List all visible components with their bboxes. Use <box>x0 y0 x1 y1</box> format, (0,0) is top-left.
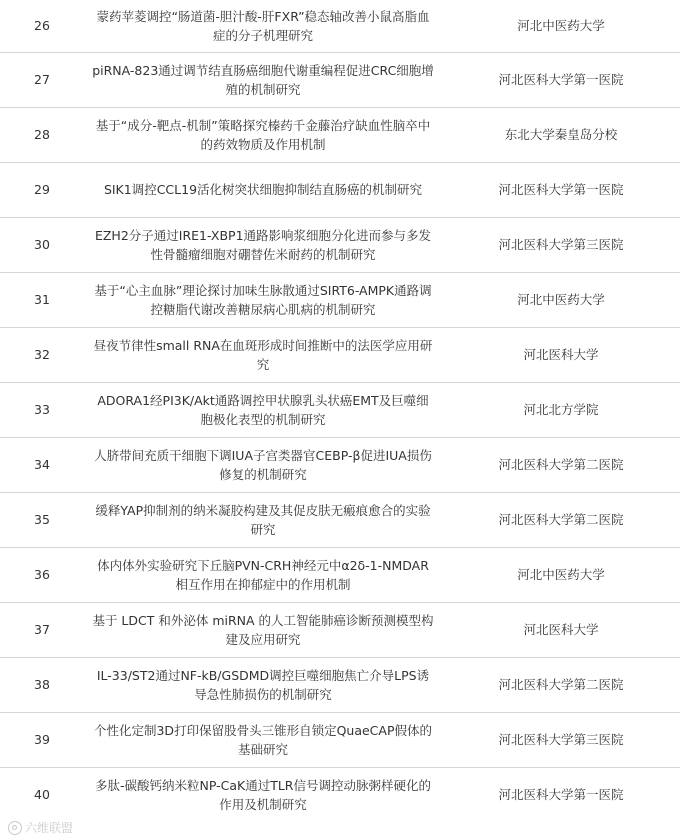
table-row <box>0 602 680 657</box>
table-row <box>0 0 680 52</box>
institution-name: 河北医科大学第三医院 <box>442 712 680 767</box>
watermark <box>8 819 73 836</box>
institution-name: 东北大学秦皇岛分校 <box>442 107 680 162</box>
table-row <box>0 107 680 162</box>
project-title: 蒙药苹菱调控“肠道菌-胆汁酸-肝FXR”稳态轴改善小鼠高脂血症的分子机理研究 <box>96 8 430 43</box>
project-title: 基于“心主血脉”理论探讨加味生脉散通过SIRT6-AMPK通路调控糖脂代谢改善糖尿病心肌病的机制研究 <box>84 272 442 327</box>
table-row <box>0 492 680 547</box>
institution-name: 河北医科大学第三医院 <box>442 217 680 272</box>
project-title: 个性化定制3D打印保留股骨头三锥形自锁定QuaeCAP假体的基础研究 <box>84 712 442 767</box>
table-row <box>0 272 680 327</box>
institution-name: 河北医科大学第一医院 <box>442 52 680 107</box>
table-row <box>0 162 680 217</box>
project-title: 人脐带间充质干细胞下调IUA子宫类器官CEBP-β促进IUA损伤修复的机制研究 <box>84 437 442 492</box>
institution-name: 河北北方学院 <box>442 382 680 437</box>
table-row <box>0 382 680 437</box>
project-title: ADORA1经PI3K/Akt通路调控甲状腺乳头状癌EMT及巨噬细胞极化表型的机制研究 <box>84 382 442 437</box>
row-number: 33 <box>0 382 84 437</box>
project-title: IL-33/ST2通过NF-kB/GSDMD调控巨噬细胞焦亡介导LPS诱导急性肺损伤的机制研究 <box>84 657 442 712</box>
project-title: 体内体外实验研究下丘脑PVN-CRH神经元中α2δ-1-NMDAR相互作用在抑郁症中的作用机制 <box>84 547 442 602</box>
institution-name: 河北中医药大学 <box>442 547 680 602</box>
table-row <box>0 52 680 107</box>
row-number: 32 <box>0 327 84 382</box>
row-number: 30 <box>0 217 84 272</box>
institution-name: 河北中医药大学 <box>442 272 680 327</box>
swirl-logo-icon <box>8 821 22 835</box>
table-row <box>0 712 680 767</box>
project-title: 昼夜节律性small RNA在血斑形成时间推断中的法医学应用研究 <box>84 327 442 382</box>
row-number: 28 <box>0 107 84 162</box>
row-number: 34 <box>0 437 84 492</box>
project-title: 基于 LDCT 和外泌体 miRNA 的人工智能肺癌诊断预测模型构建及应用研究 <box>84 602 442 657</box>
table-row <box>0 437 680 492</box>
project-title: EZH2分子通过IRE1-XBP1通路影响浆细胞分化进而参与多发性骨髓瘤细胞对硼替佐米耐药的机制研究 <box>84 217 442 272</box>
institution-name: 河北医科大学 <box>442 327 680 382</box>
row-number: 39 <box>0 712 84 767</box>
project-title: piRNA-823通过调节结直肠癌细胞代谢重编程促进CRC细胞增殖的机制研究 <box>84 52 442 107</box>
row-number: 26 <box>34 18 50 34</box>
institution-name: 河北医科大学第一医院 <box>442 162 680 217</box>
project-title: SIK1调控CCL19活化树突状细胞抑制结直肠癌的机制研究 <box>84 162 442 217</box>
institution-name: 河北医科大学第二医院 <box>442 492 680 547</box>
row-number: 27 <box>0 52 84 107</box>
table-row <box>0 657 680 712</box>
table-row <box>0 217 680 272</box>
table-row <box>0 547 680 602</box>
project-title: 基于“成分-靶点-机制”策略探究榛药千金藤治疗缺血性脑卒中的药效物质及作用机制 <box>84 107 442 162</box>
project-title: 缓释YAP抑制剂的纳米凝胶构建及其促皮肤无瘢痕愈合的实验研究 <box>84 492 442 547</box>
row-number: 36 <box>0 547 84 602</box>
institution-name: 河北医科大学 <box>442 602 680 657</box>
row-number: 29 <box>0 162 84 217</box>
institution-name: 河北医科大学第二医院 <box>442 437 680 492</box>
row-number: 31 <box>0 272 84 327</box>
row-number: 37 <box>0 602 84 657</box>
institution-name: 河北医科大学第二医院 <box>442 657 680 712</box>
table-row <box>0 327 680 382</box>
watermark-text: 六维联盟 <box>25 821 74 835</box>
row-number: 38 <box>0 657 84 712</box>
project-title: 多肽-碳酸钙纳米粒NP-CaK通过TLR信号调控动脉粥样硬化的作用及机制研究 <box>84 767 442 822</box>
institution-name: 河北中医药大学 <box>517 18 605 34</box>
row-number: 40 <box>0 767 84 822</box>
row-number: 35 <box>0 492 84 547</box>
institution-name: 河北医科大学第一医院 <box>442 767 680 822</box>
table-row <box>0 767 680 822</box>
